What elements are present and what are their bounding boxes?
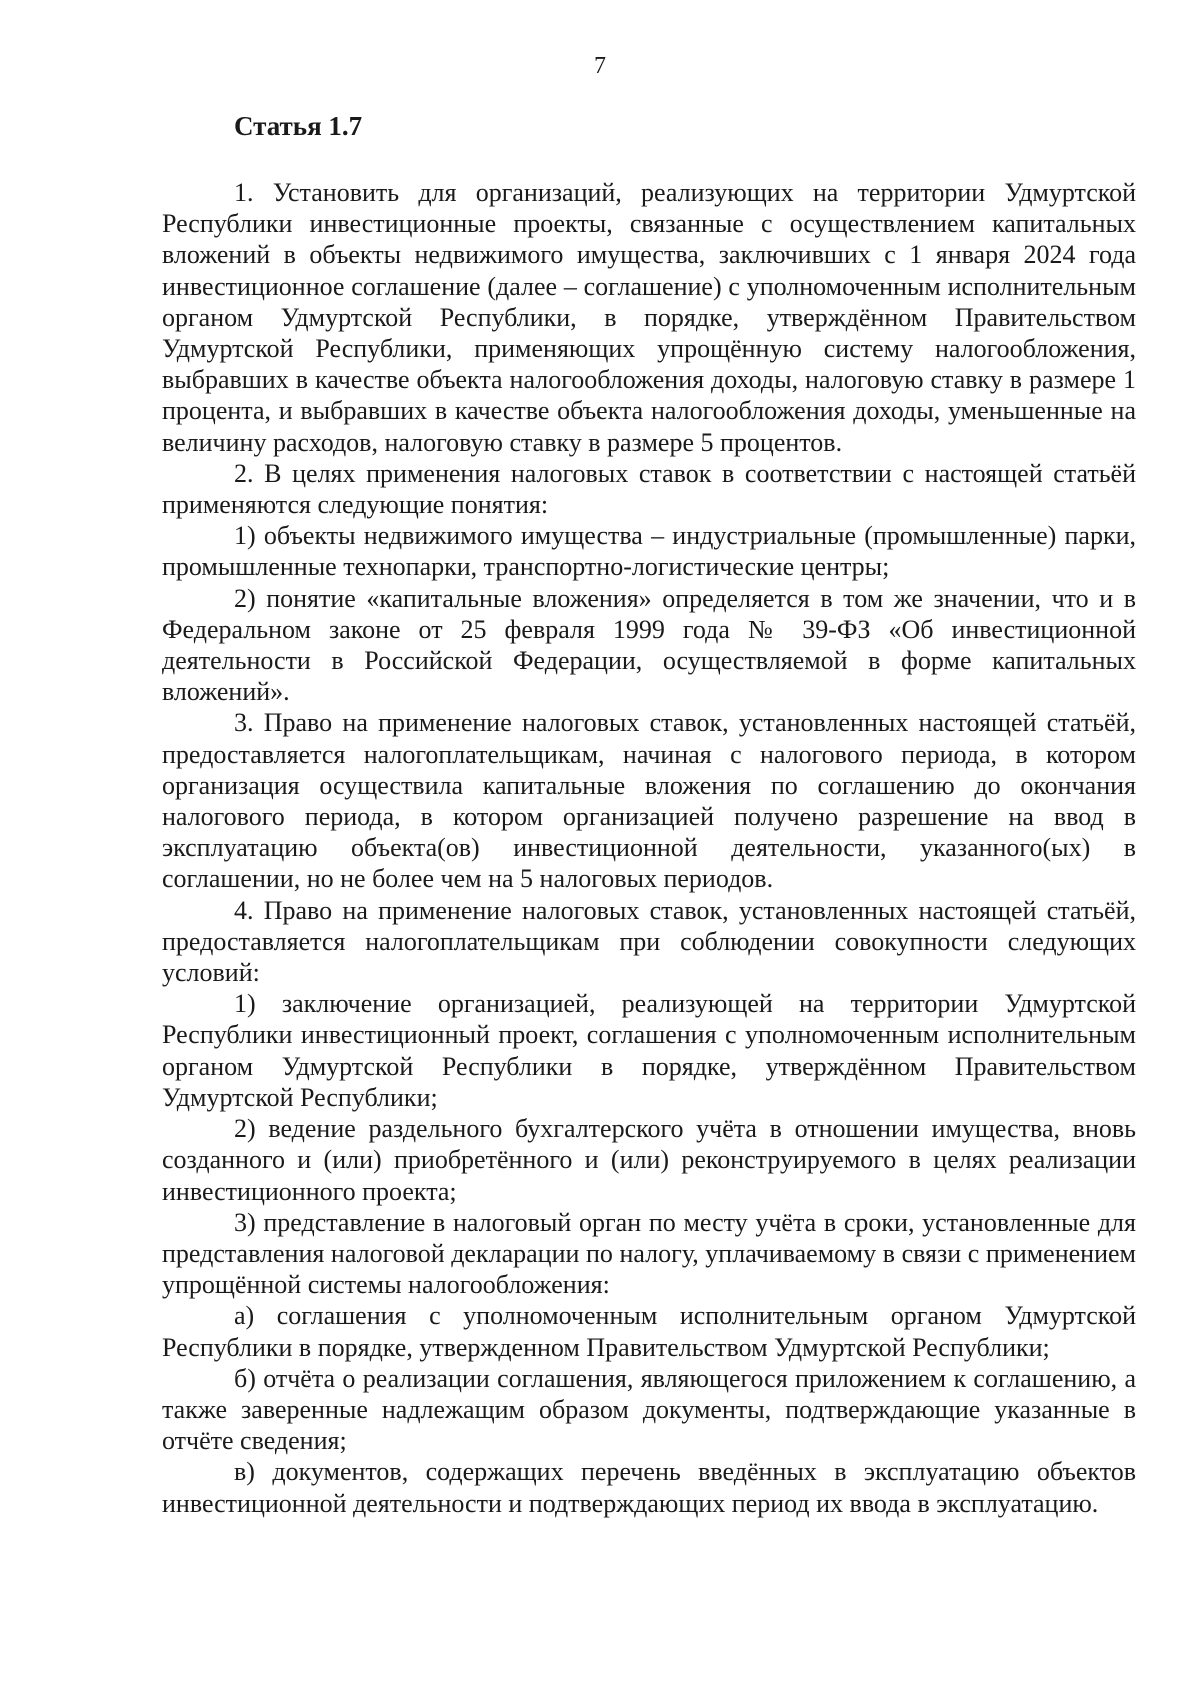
- paragraph-4-item-3: 3) представление в налоговый орган по месту учёта в сроки, установленные для представления налоговой декларации по налогу, уплачиваемому в связи с применением упрощённой системы налогообложения:: [162, 1207, 1136, 1300]
- paragraph-4-item-3-b: б) отчёта о реализации соглашения, являющегося приложением к соглашению, а также заверенные надлежащим образом документы, подтверждающие указанные в отчёте сведения;: [162, 1363, 1136, 1456]
- paragraph-4-item-3-a: а) соглашения с уполномоченным исполнительным органом Удмуртской Республики в порядке, утвержденном Правительством Удмуртской Республики;: [162, 1301, 1136, 1362]
- article-title: Статья 1.7: [234, 111, 363, 141]
- page-number: 7: [594, 53, 606, 79]
- paragraph-1: 1. Установить для организаций, реализующих на территории Удмуртской Республики инвестиционные проекты, связанные с осуществлением капитальных вложений в объекты недвижимого имущества, заключивших с 1 января 2024 года инвестиционное соглашение (далее – соглашение) с уполномоченным исполнительным органом Удмуртской Республики, в порядке, утверждённом Правительством Удмуртской Республики, применяющих упрощённую систему налогообложения, выбравших в качестве объекта налогообложения доходы, налоговую ставку в размере 1 процента, и выбравших в качестве объекта налогообложения доходы, уменьшенные на величину расходов, налоговую ставку в размере 5 процентов.: [162, 178, 1136, 457]
- paragraph-4: 4. Право на применение налоговых ставок, установленных настоящей статьёй, предоставляется налогоплательщикам при соблюдении совокупности следующих условий:: [162, 895, 1136, 988]
- paragraph-2-item-2: 2) понятие «капитальные вложения» определяется в том же значении, что и в Федеральном законе от 25 февраля 1999 года № 39-ФЗ «Об инвестиционной деятельности в Российской Федерации, осуществляемой в форме капитальных вложений».: [162, 583, 1136, 707]
- paragraph-4-item-2: 2) ведение раздельного бухгалтерского учёта в отношении имущества, вновь созданного и (или) приобретённого и (или) реконструируемого в целях реализации инвестиционного проекта;: [162, 1114, 1136, 1206]
- paragraph-4-item-1: 1) заключение организацией, реализующей на территории Удмуртской Республики инвестиционный проект, соглашения с уполномоченным исполнительным органом Удмуртской Республики в порядке, утверждённом Правительством Удмуртской Республики;: [162, 989, 1136, 1112]
- paragraph-3: 3. Право на применение налоговых ставок, установленных настоящей статьёй, предоставляется налогоплательщикам, начиная с налогового периода, в котором организация осуществила капитальные вложения по соглашению до окончания налогового периода, в котором организацией получено разрешение на ввод в эксплуатацию объекта(ов) инвестиционной деятельности, указанного(ых) в соглашении, но не более чем на 5 налоговых периодов.: [162, 708, 1136, 894]
- article-body: [162, 177, 1136, 1519]
- paragraph-2: 2. В целях применения налоговых ставок в соответствии с настоящей статьёй применяются следующие понятия:: [162, 458, 1136, 520]
- paragraph-4-item-3-c: в) документов, содержащих перечень введённых в эксплуатацию объектов инвестиционной деятельности и подтверждающих период их ввода в эксплуатацию.: [162, 1457, 1136, 1518]
- paragraph-2-item-1: 1) объекты недвижимого имущества – индустриальные (промышленные) парки, промышленные технопарки, транспортно-логистические центры;: [162, 521, 1136, 582]
